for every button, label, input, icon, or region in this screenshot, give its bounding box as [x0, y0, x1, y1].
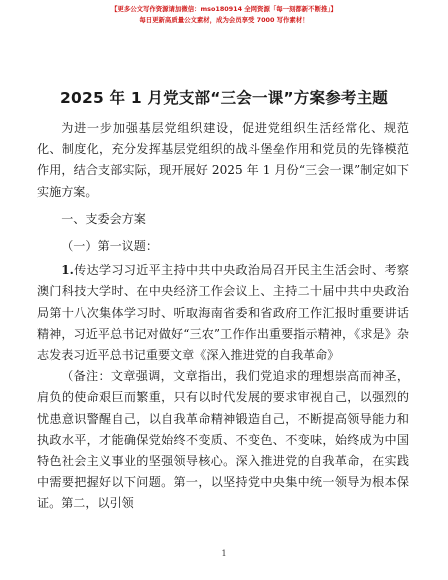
document-title: 2025 年 1 月党支部“三会一课”方案参考主题: [60, 89, 388, 107]
subsection-heading: （一）第一议题：: [61, 239, 158, 254]
item-text: 传达学习习近平主持中共中央政治局召开民主生活会时、考察澳门科技大学时、在中央经济工作会议上、主持二十届中共中央政治局第十八次集体学习时、听取海南省委和省政府工作汇报时重要讲话精神，习近平总书记对做好“三农”工作作出重要指示精神，《求是》杂志发表习近平总书记重要文章《深入推进党的自我革命》: [37, 263, 409, 363]
note-paragraph: （备注：文章强调，文章指出，我们党追求的理想崇高而神圣，肩负的使命艰巨而繁重，只有以时代发展的要求审视自己，以强烈的忧患意识警醒自己，以自我革命精神锻造自己，不断提高领导能力和执政水平，才能确保党始终不变质、不变色、不变味，始终成为中国特色社会主义事业的坚强领导核心。深入推进党的自我革命，在实践中需要把握好以下问题。第一，以坚持党中央集中统一领导为根本保证。第二，以引领: [37, 369, 409, 511]
section-heading: 一、支委会方案: [61, 211, 146, 226]
intro-paragraph: 为进一步加强基层党组织建设，促进党组织生活经常化、规范化、制度化，充分发挥基层党组织的战斗堡垒作用和党员的先锋模范作用，结合支部实际，现开展好 2025 年 1 月份“三会一课”制定如下实施方案。: [37, 121, 409, 199]
item-paragraph: [37, 260, 409, 366]
promo-banner-line1: 【更多公文写作资源请加微信：mso180914 全网资源「每一刻都新不断推」】: [111, 5, 337, 13]
promo-banner-line2: 每日更新高质量公文素材，成为会员享受 7000 写作素材！: [139, 16, 309, 24]
page-number: 1: [221, 549, 227, 558]
document-body: [37, 118, 409, 515]
item-number: 1.: [61, 263, 74, 278]
